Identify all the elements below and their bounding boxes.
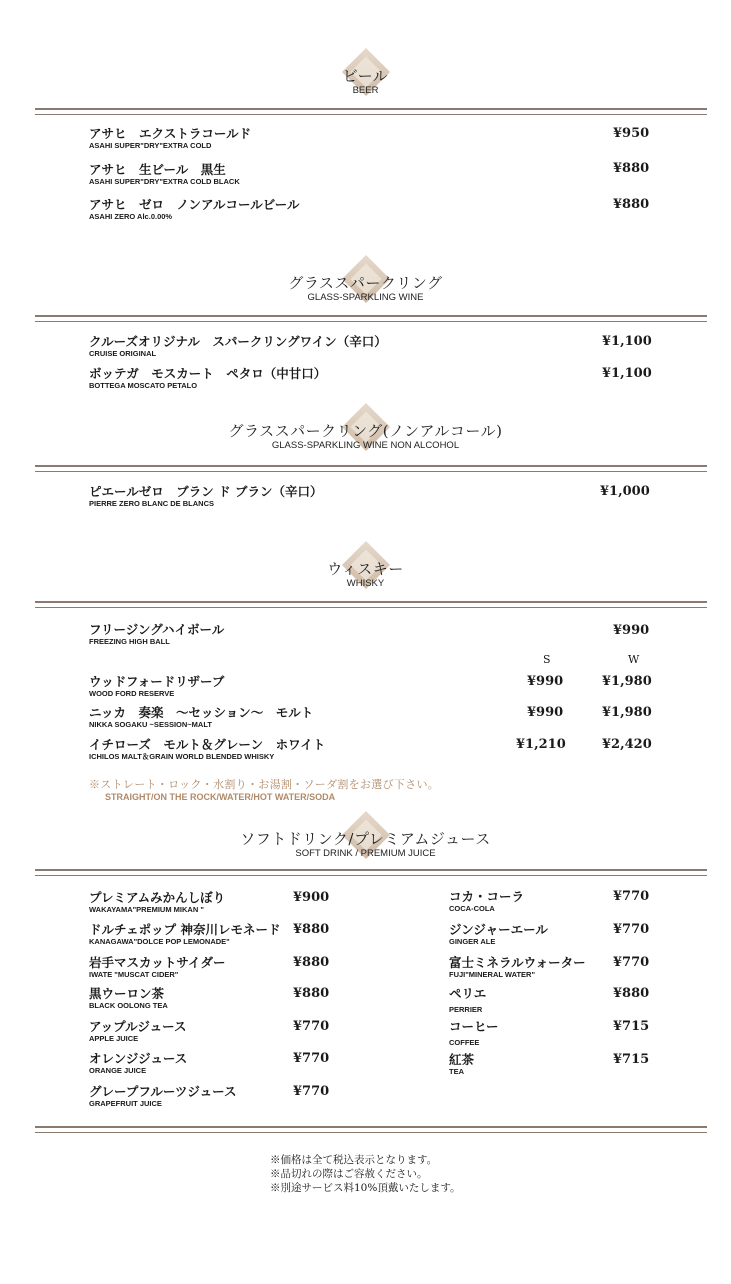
beer-heading	[0, 55, 731, 96]
menu-item: ニッカ 奏楽 〜セッション〜 モルト NIKKA SOGAKU ~SESSION~MALT	[89, 705, 314, 729]
soft-title-en: SOFT DRINK / PREMIUM JUICE	[295, 848, 436, 859]
menu-item-price: ¥770	[613, 889, 650, 904]
menu-item: アサヒ ゼロ ノンアルコールビール ASAHI ZERO Alc.0.00%	[89, 197, 300, 221]
section-divider	[35, 108, 707, 115]
footer-note-stock: ※品切れの際はご容赦ください。	[270, 1168, 428, 1180]
column-header-s: S	[543, 653, 551, 666]
section-divider	[35, 601, 707, 608]
menu-item: ジンジャーエール GINGER ALE	[449, 922, 548, 946]
menu-item-price-w: ¥1,980	[602, 705, 652, 720]
menu-item-price: ¥770	[293, 1051, 330, 1066]
menu-item-price-s: ¥1,210	[516, 737, 566, 752]
menu-item: ウッドフォードリザーブ WOOD FORD RESERVE	[89, 674, 225, 698]
menu-item: プレミアムみかんしぼり WAKAYAMA"PREMIUM MIKAN "	[89, 890, 226, 914]
menu-item-price: ¥770	[613, 955, 650, 970]
nonalc-title-en: GLASS-SPARKLING WINE NON ALCOHOL	[271, 440, 460, 451]
menu-item-price-s: ¥990	[527, 674, 564, 689]
whisky-title-jp: ウィスキー	[327, 560, 404, 578]
menu-item: ピエールゼロ ブラン ド ブラン（辛口） PIERRE ZERO BLANC DE BLANCS	[89, 484, 323, 508]
menu-item-price: ¥715	[613, 1052, 650, 1067]
menu-item-price: ¥770	[293, 1084, 330, 1099]
menu-item-price-w: ¥2,420	[602, 737, 652, 752]
footer-notes	[270, 1153, 461, 1195]
menu-item-price: ¥770	[293, 1019, 330, 1034]
menu-item: アップルジュース APPLE JUICE	[89, 1019, 187, 1043]
sparkling-title-en: GLASS-SPARKLING WINE	[307, 292, 424, 303]
beer-title-en: BEER	[352, 85, 379, 96]
menu-item-price: ¥990	[613, 623, 650, 638]
beer-title-jp: ビール	[342, 67, 389, 85]
nonalc-heading	[0, 410, 731, 451]
menu-item: コカ・コーラ COCA-COLA	[449, 889, 525, 913]
menu-item: クルーズオリジナル スパークリングワイン（辛口） CRUISE ORIGINAL	[89, 334, 387, 358]
menu-item-price: ¥880	[293, 922, 330, 937]
section-divider	[35, 869, 707, 876]
menu-item-price: ¥880	[613, 161, 650, 176]
menu-item: 岩手マスカットサイダー IWATE "MUSCAT CIDER"	[89, 955, 226, 979]
footer-note-service: ※別途サービス料10%頂戴いたします。	[270, 1182, 461, 1194]
menu-item: ボッテガ モスカート ペタロ（中甘口） BOTTEGA MOSCATO PETALO	[89, 366, 327, 390]
menu-item-price: ¥880	[613, 986, 650, 1001]
menu-item: ドルチェポップ 神奈川レモネード KANAGAWA"DOLCE POP LEMONADE"	[89, 922, 281, 946]
menu-item: 黒ウーロン茶 BLACK OOLONG TEA	[89, 986, 168, 1010]
menu-item-price: ¥1,100	[602, 366, 652, 381]
section-divider	[35, 315, 707, 322]
sparkling-title-jp: グラススパークリング	[288, 274, 443, 292]
menu-item: 紅茶 TEA	[449, 1052, 475, 1076]
whisky-heading	[0, 548, 731, 589]
menu-item: アサヒ エクストラコールド ASAHI SUPER"DRY"EXTRA COLD	[89, 126, 252, 150]
menu-item-price-s: ¥990	[527, 705, 564, 720]
menu-item: イチローズ モルト＆グレーン ホワイト ICHILOS MALT＆GRAIN WORLD BLENDED WHISKY	[89, 737, 326, 761]
section-divider	[35, 1126, 707, 1133]
menu-item: コーヒー COFFEE	[449, 1019, 499, 1047]
column-header-w: W	[628, 653, 640, 666]
menu-item-price-w: ¥1,980	[602, 674, 652, 689]
section-divider	[35, 465, 707, 472]
menu-item: 富士ミネラルウォーター FUJI"MINERAL WATER"	[449, 955, 586, 979]
menu-item: オレンジジュース ORANGE JUICE	[89, 1051, 188, 1075]
menu-item: フリージングハイボール FREEZING HIGH BALL	[89, 622, 225, 646]
menu-item-price: ¥880	[293, 955, 330, 970]
footer-note-tax: ※価格は全て税込表示となります。	[270, 1154, 438, 1166]
menu-item-price: ¥900	[293, 890, 330, 905]
menu-item-price: ¥950	[613, 126, 650, 141]
menu-item: グレープフルーツジュース GRAPEFRUIT JUICE	[89, 1084, 237, 1108]
whisky-title-en: WHISKY	[346, 578, 385, 589]
menu-item-price: ¥715	[613, 1019, 650, 1034]
menu-item-price: ¥880	[613, 197, 650, 212]
soft-title-jp: ソフトドリンク/プレミアムジュース	[240, 830, 491, 848]
whisky-serving-note: ※ストレート・ロック・水割り・お湯割・ソーダ割をお選び下さい。 STRAIGHT/ON THE ROCK/WATER/HOT WATER/SODA	[89, 778, 440, 802]
menu-item: ペリエ PERRIER	[449, 986, 487, 1014]
nonalc-title-jp: グラススパークリング(ノンアルコール)	[228, 422, 503, 440]
menu-item-price: ¥770	[613, 922, 650, 937]
menu-item-price: ¥1,100	[602, 334, 652, 349]
soft-heading	[0, 818, 731, 859]
sparkling-heading	[0, 262, 731, 303]
menu-item-price: ¥1,000	[600, 484, 650, 499]
menu-item-price: ¥880	[293, 986, 330, 1001]
menu-item: アサヒ 生ビール 黒生 ASAHI SUPER"DRY"EXTRA COLD BLACK	[89, 162, 240, 186]
